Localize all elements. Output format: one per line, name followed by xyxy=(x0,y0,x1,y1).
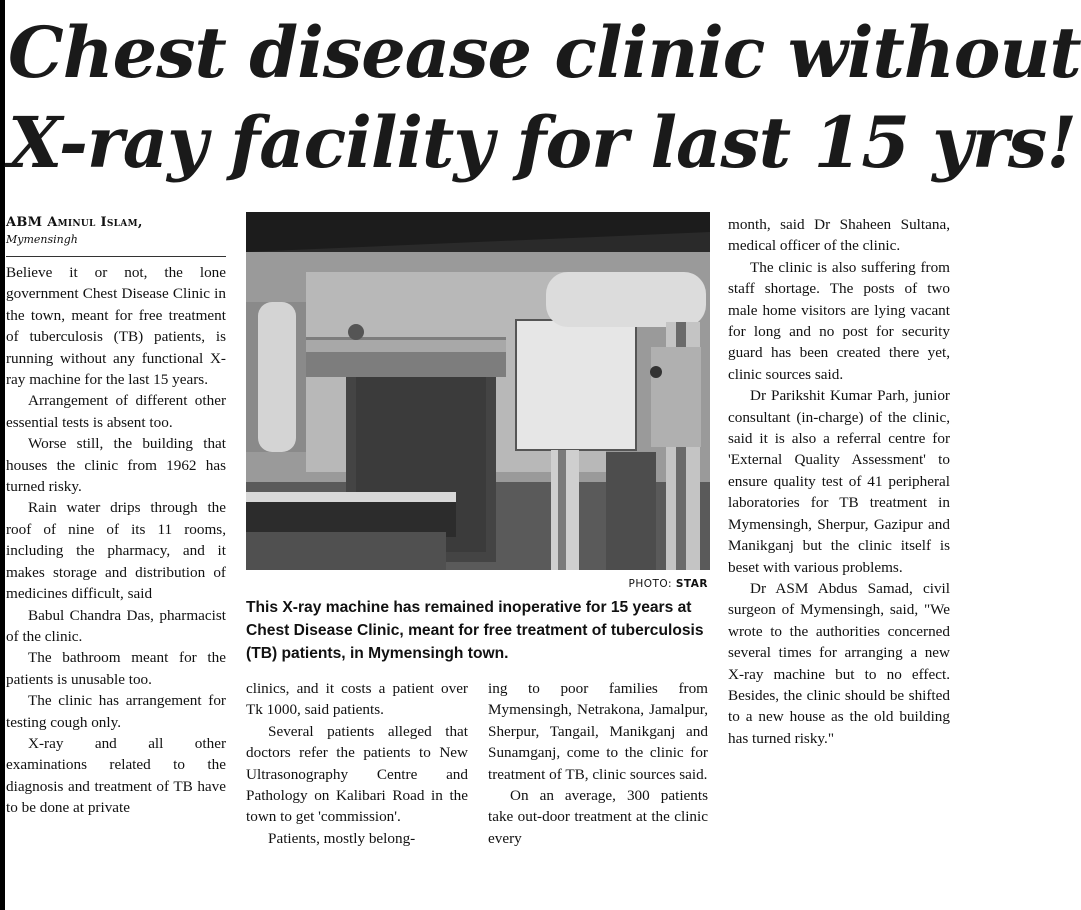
paragraph: Dr Parikshit Kumar Parh, junior consultant (in-charge) of the clinic, said it is also a referral centre for 'External Quality Assessment' to ensure quality test of 41 peripheral laboratories for TB treatment in Mymensingh, Sherpur, Gazipur and Manikganj but the clinic itself is beset with various problems. xyxy=(728,387,950,576)
paragraph: The clinic has arrangement for testing cough only. xyxy=(6,692,226,731)
article-column-2 xyxy=(246,678,468,849)
article-column-1 xyxy=(6,262,226,819)
paragraph: Patients, mostly belong- xyxy=(268,829,416,847)
paragraph: Several patients alleged that doctors refer the patients to New Ultrasonography Centre and Pathology on Kalibari Road in the town to get 'commission'. xyxy=(246,722,468,826)
xray-machine-photo xyxy=(246,212,710,570)
paragraph: On an average, 300 patients take out-door treatment at the clinic every xyxy=(488,787,708,847)
photo-credit-label: PHOTO: xyxy=(628,578,673,590)
paragraph: Babul Chandra Das, pharmacist of the clinic. xyxy=(6,606,226,645)
paragraph: The clinic is also suffering from staff shortage. The posts of two male home visitors are lying vacant for long and no post for security guard has been created there yet, clinic sources said. xyxy=(728,258,950,383)
byline-location: Mymensingh xyxy=(6,233,78,246)
paragraph: Dr ASM Abdus Samad, civil surgeon of Mymensingh, said, "We wrote to the authorities concerned several times for arranging a new X-ray machine but to no effect. Besides, the clinic should be shifted to a new house as the old building has turned risky." xyxy=(728,579,950,747)
photo-credit xyxy=(246,578,708,590)
paragraph: Rain water drips through the roof of nine of its 11 rooms, including the pharmacy, and it makes storage and distribution of medicines difficult, said xyxy=(6,499,226,603)
byline-author: ABM Aminul Islam, xyxy=(6,215,143,230)
article-column-3 xyxy=(488,678,708,849)
paragraph: Arrangement of different other essential tests is absent too. xyxy=(6,392,226,431)
paragraph: month, said Dr Shaheen Sultana, medical officer of the clinic. xyxy=(728,216,950,255)
photo-caption: This X-ray machine has remained inoperative for 15 years at Chest Disease Clinic, meant for free treatment of tuberculosis (TB) patients, in Mymensingh town. xyxy=(246,599,704,662)
paragraph: Believe it or not, the lone government Chest Disease Clinic in the town, meant for free treatment of tuberculosis (TB) patients, is running without any functional X-ray machine for the last 15 years. xyxy=(6,264,226,389)
byline xyxy=(6,214,226,247)
byline-divider xyxy=(6,256,226,257)
page-left-border xyxy=(0,0,5,910)
headline-line-2: X-ray facility for last 15 yrs! xyxy=(8,101,1076,184)
headline xyxy=(8,8,1081,188)
paragraph: ing to poor families from Mymensingh, Netrakona, Jamalpur, Sherpur, Tangail, Manikganj and Sunamganj, come to the clinic for treatment of TB, clinic sources said. xyxy=(488,680,708,783)
article-column-4 xyxy=(728,214,950,749)
paragraph: X-ray and all other examinations related to the diagnosis and treatment of TB have to be done at private xyxy=(6,734,226,817)
headline-line-1: Chest disease clinic without xyxy=(8,11,1081,94)
photo-credit-source: STAR xyxy=(675,578,708,590)
paragraph: clinics, and it costs a patient over Tk 1000, said patients. xyxy=(246,680,468,719)
xray-machine-illustration xyxy=(246,212,710,570)
paragraph: The bathroom meant for the patients is unusable too. xyxy=(6,649,226,688)
paragraph: Worse still, the building that houses the clinic from 1962 has turned risky. xyxy=(6,435,226,496)
